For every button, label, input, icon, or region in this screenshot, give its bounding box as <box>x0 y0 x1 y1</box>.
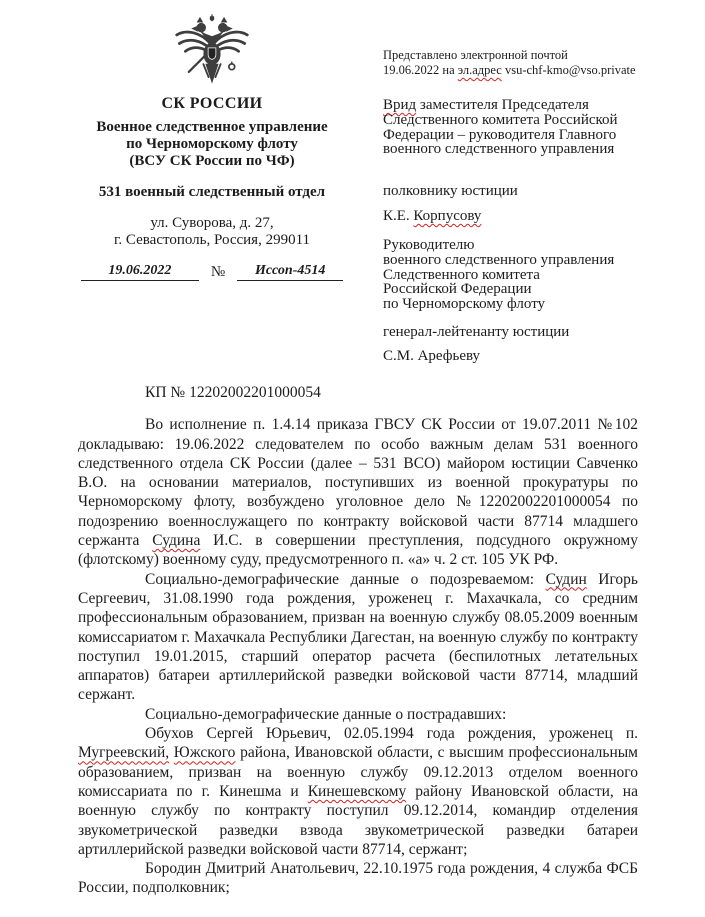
directorate-name <box>62 119 362 170</box>
text-line <box>383 128 618 143</box>
text-segment: военного следственного управления <box>383 141 615 158</box>
misspelled-word: Мугреевский, <box>78 744 170 762</box>
text-line <box>383 297 614 312</box>
text-segment: Бородин Дмитрий Анатольевич, 22.10.1975 года рождения, 4 служба ФСБ России, подполковник; <box>78 860 638 897</box>
text-segment: Российской Федерации <box>383 281 532 298</box>
text-segment: Военное следственное управление <box>96 119 328 135</box>
text-line <box>62 119 362 136</box>
document-body <box>78 383 638 898</box>
addressee1-rank: полковнику юстиции <box>383 183 518 199</box>
addressee2-rank: генерал-лейтенанту юстиции <box>383 324 570 340</box>
text-segment: по Черноморскому флоту <box>126 136 298 152</box>
text-segment: по Черноморскому флоту <box>383 296 546 313</box>
text-segment: vsu-chf-kmo@vso.private <box>501 63 636 77</box>
text-line <box>383 268 614 283</box>
text-segment: заместителя Председателя <box>416 97 589 113</box>
text-segment: Во исполнение п. 1.4.14 приказа ГВСУ СК России от 19.07.2011 №102 докладываю: 19.06.2022 следователем по особо важным делам 531 военного следственного отдела СК России (далее – 531 ВСО) майором юстиции Савченко В.О. на основании материалов, поступивших из военной прокуратуры по Черноморскому флоту, возбуждено уголовное дело №12202002201000054 по подозрению военнослужащего по контракту войсковой части 87714 младшего сержанта <box>78 416 638 550</box>
text-line <box>62 215 362 232</box>
text-line <box>383 63 636 78</box>
department-name: 531 военный следственный отдел <box>98 184 326 200</box>
addressee1-title <box>383 98 618 157</box>
delivery-note <box>383 48 636 78</box>
text-segment: 19.06.2022 на <box>383 63 458 77</box>
addressee2-title <box>383 238 614 312</box>
document-number: Иссоп-4514 <box>237 263 343 281</box>
addressee2-name: С.М. Арефьеву <box>383 348 481 364</box>
text-line <box>383 113 618 128</box>
text-segment: района, Ивановской области, с высшим профессиональным образованием, призван на военную службу 09.12.2013 отделом военного комиссариата по г. Кинешма и <box>78 744 638 800</box>
misspelled-word: Судина <box>152 532 201 550</box>
text-segment: И.С. в совершении преступления, подсудного окружному (флотскому) военному суду, предусмотренного п. «а» ч. 2 ст. 105 УК РФ. <box>78 532 638 569</box>
case-number: КП № 12202002201000054 <box>145 384 321 401</box>
misspelled-word: Врид <box>383 97 417 113</box>
text-line <box>383 209 481 224</box>
number-sign: № <box>210 264 226 280</box>
text-line <box>383 48 636 63</box>
report-paragraphs <box>78 415 638 897</box>
text-segment: Федерации – руководителя Главного <box>383 126 617 143</box>
misspelled-word: эл.адрес <box>457 63 502 77</box>
misspelled-word: Судин <box>545 570 587 588</box>
paragraph <box>78 724 638 859</box>
text-segment: К.Е. <box>383 208 414 224</box>
misspelled-word: Южского <box>173 744 236 762</box>
text-segment: Игорь Сергеевич, 31.08.1990 года рождения, уроженец г. Махачкала, со средним профессиональным образованием, призван на военную службу 08.05.2009 военным комиссариатом г. Махачкала Республики Дагестан, на военную службу по контракту поступил 19.01.2015, старший оператор расчета (беспилотных летательных аппаратов) батареи артиллерийской разведки войсковой части 87714, младший сержант. <box>78 570 638 704</box>
misspelled-word: Кинешевскому <box>307 782 407 800</box>
text-line <box>383 238 614 253</box>
paragraph <box>78 859 638 898</box>
paragraph <box>78 415 638 569</box>
misspelled-word: Корпусову <box>413 208 482 224</box>
text-segment: военного следственного управления <box>383 251 615 268</box>
letterhead <box>62 13 362 281</box>
text-segment: району Ивановской области, на военную службу по контракту поступил 09.12.2014, командир отделения звукометрической разведки взвода звукометрической разведки батареи артиллерийской разведки войсковой части 87714, сержант; <box>78 782 638 858</box>
text-line <box>62 136 362 153</box>
text-segment: Следственного комитета Российской <box>383 111 618 128</box>
agency-name: СК РОССИИ <box>161 95 263 112</box>
date-number-row <box>62 263 362 281</box>
text-segment: Обухов Сергей Юрьевич, 02.05.1994 года рождения, уроженец п. <box>145 725 638 743</box>
text-segment: Представлено электронной почтой <box>383 48 568 62</box>
text-segment: г. Севастополь, Россия, 299011 <box>113 232 311 248</box>
addressee1-name <box>383 209 481 224</box>
text-line <box>383 98 618 113</box>
postal-address <box>62 215 362 249</box>
paragraph <box>78 570 638 705</box>
text-segment: Руководителю <box>383 237 475 253</box>
document-date: 19.06.2022 <box>81 263 199 281</box>
text-line <box>62 232 362 249</box>
text-line <box>383 282 614 297</box>
paragraph <box>78 705 638 724</box>
text-segment: (ВСУ СК России по ЧФ) <box>129 153 295 169</box>
coat-of-arms-double-eagle-icon <box>169 13 255 93</box>
text-line <box>383 253 614 268</box>
text-segment: Следственного комитета <box>383 266 540 283</box>
text-segment: Социально-демографические данные о подозреваемом: <box>145 570 546 588</box>
text-segment: ул. Суворова, д. 27, <box>150 215 274 231</box>
text-segment: Социально-демографические данные о пострадавших: <box>145 705 507 723</box>
text-line <box>62 153 362 170</box>
text-line <box>383 142 618 157</box>
